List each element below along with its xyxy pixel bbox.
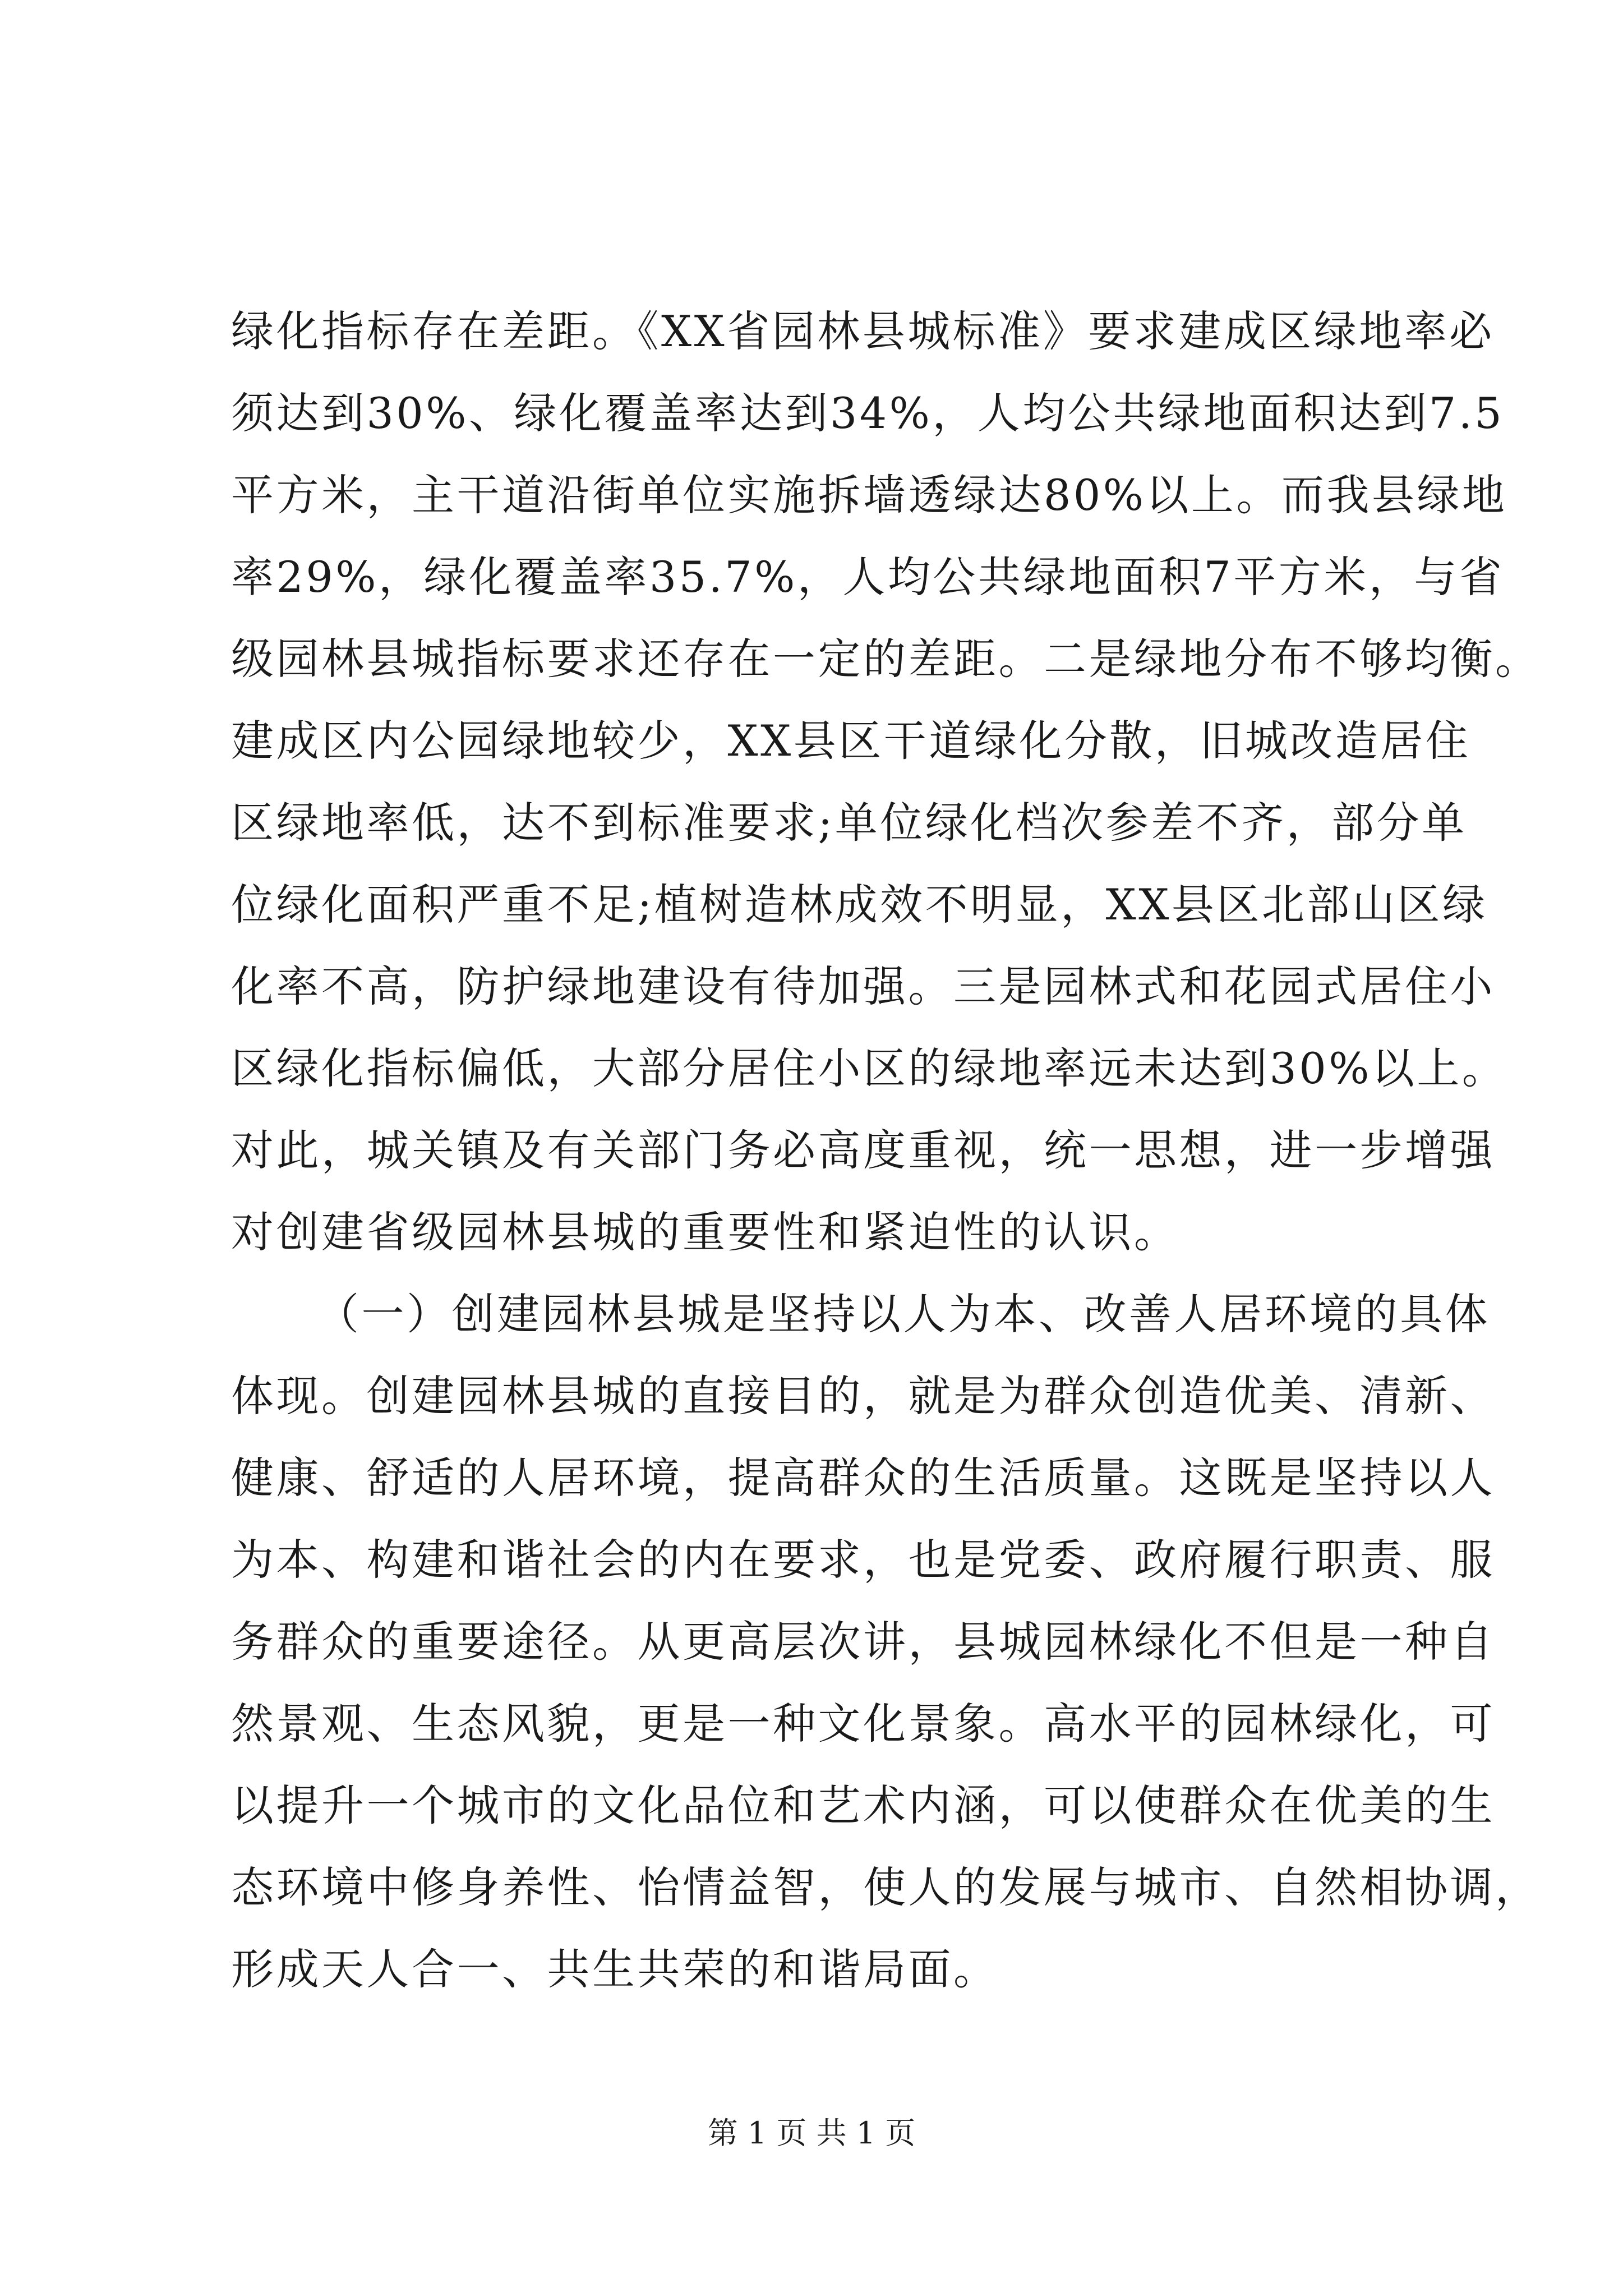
text-line: 对此，城关镇及有关部门务必高度重视，统一思想，进一步增强 [231, 1125, 1495, 1175]
text-line: 须达到30%、绿化覆盖率达到34%，人均公共绿地面积达到7.5 [231, 388, 1505, 438]
text-line: 位绿化面积严重不足;植树造林成效不明显，XX县区北部山区绿 [231, 880, 1488, 930]
text-line: 务群众的重要途径。从更高层次讲，县城园林绿化不但是一种自 [231, 1617, 1495, 1667]
text-line: 化率不高，防护绿地建设有待加强。三是园林式和花园式居住小 [231, 961, 1495, 1011]
text-line: 体现。创建园林县城的直接目的，就是为群众创造优美、清新、 [231, 1371, 1495, 1421]
text-line: 级园林县城指标要求还存在一定的差距。二是绿地分布不够均衡。 [231, 634, 1541, 684]
text-line: 区绿地率低，达不到标准要求;单位绿化档次参差不齐，部分单 [231, 798, 1467, 848]
text-line: 平方米，主干道沿街单位实施拆墙透绿达80%以上。而我县绿地 [231, 470, 1507, 520]
text-line: 绿化指标存在差距。《XX省园林县城标准》要求建成区绿地率必 [231, 306, 1495, 356]
text-line: 然景观、生态风貌，更是一种文化景象。高水平的园林绿化，可 [231, 1699, 1495, 1749]
text-line: 形成天人合一、共生共荣的和谐局面。 [231, 1944, 999, 1994]
body-text [231, 291, 1541, 2010]
text-line: 建成区内公园绿地较少，XX县区干道绿化分散，旧城改造居住 [231, 716, 1471, 766]
text-line: 健康、舒适的人居环境，提高群众的生活质量。这既是坚持以人 [231, 1453, 1495, 1503]
text-line: 以提升一个城市的文化品位和艺术内涵，可以使群众在优美的生 [231, 1780, 1495, 1830]
text-line: 区绿化指标偏低，大部分居住小区的绿地率远未达到30%以上。 [231, 1043, 1507, 1093]
text-line: 对创建省级园林县城的重要性和紧迫性的认识。 [231, 1207, 1179, 1257]
section-heading-line: （一）创建园林县城是坚持以人为本、改善人居环境的具体 [316, 1289, 1490, 1339]
page-number-footer: 第 1 页 共 1 页 [707, 2115, 916, 2151]
text-line: 态环境中修身养性、怡情益智，使人的发展与城市、自然相协调， [231, 1862, 1541, 1912]
text-line: 为本、构建和谐社会的内在要求，也是党委、政府履行职责、服 [231, 1535, 1495, 1585]
text-line: 率29%，绿化覆盖率35.7%，人均公共绿地面积7平方米，与省 [231, 552, 1505, 602]
